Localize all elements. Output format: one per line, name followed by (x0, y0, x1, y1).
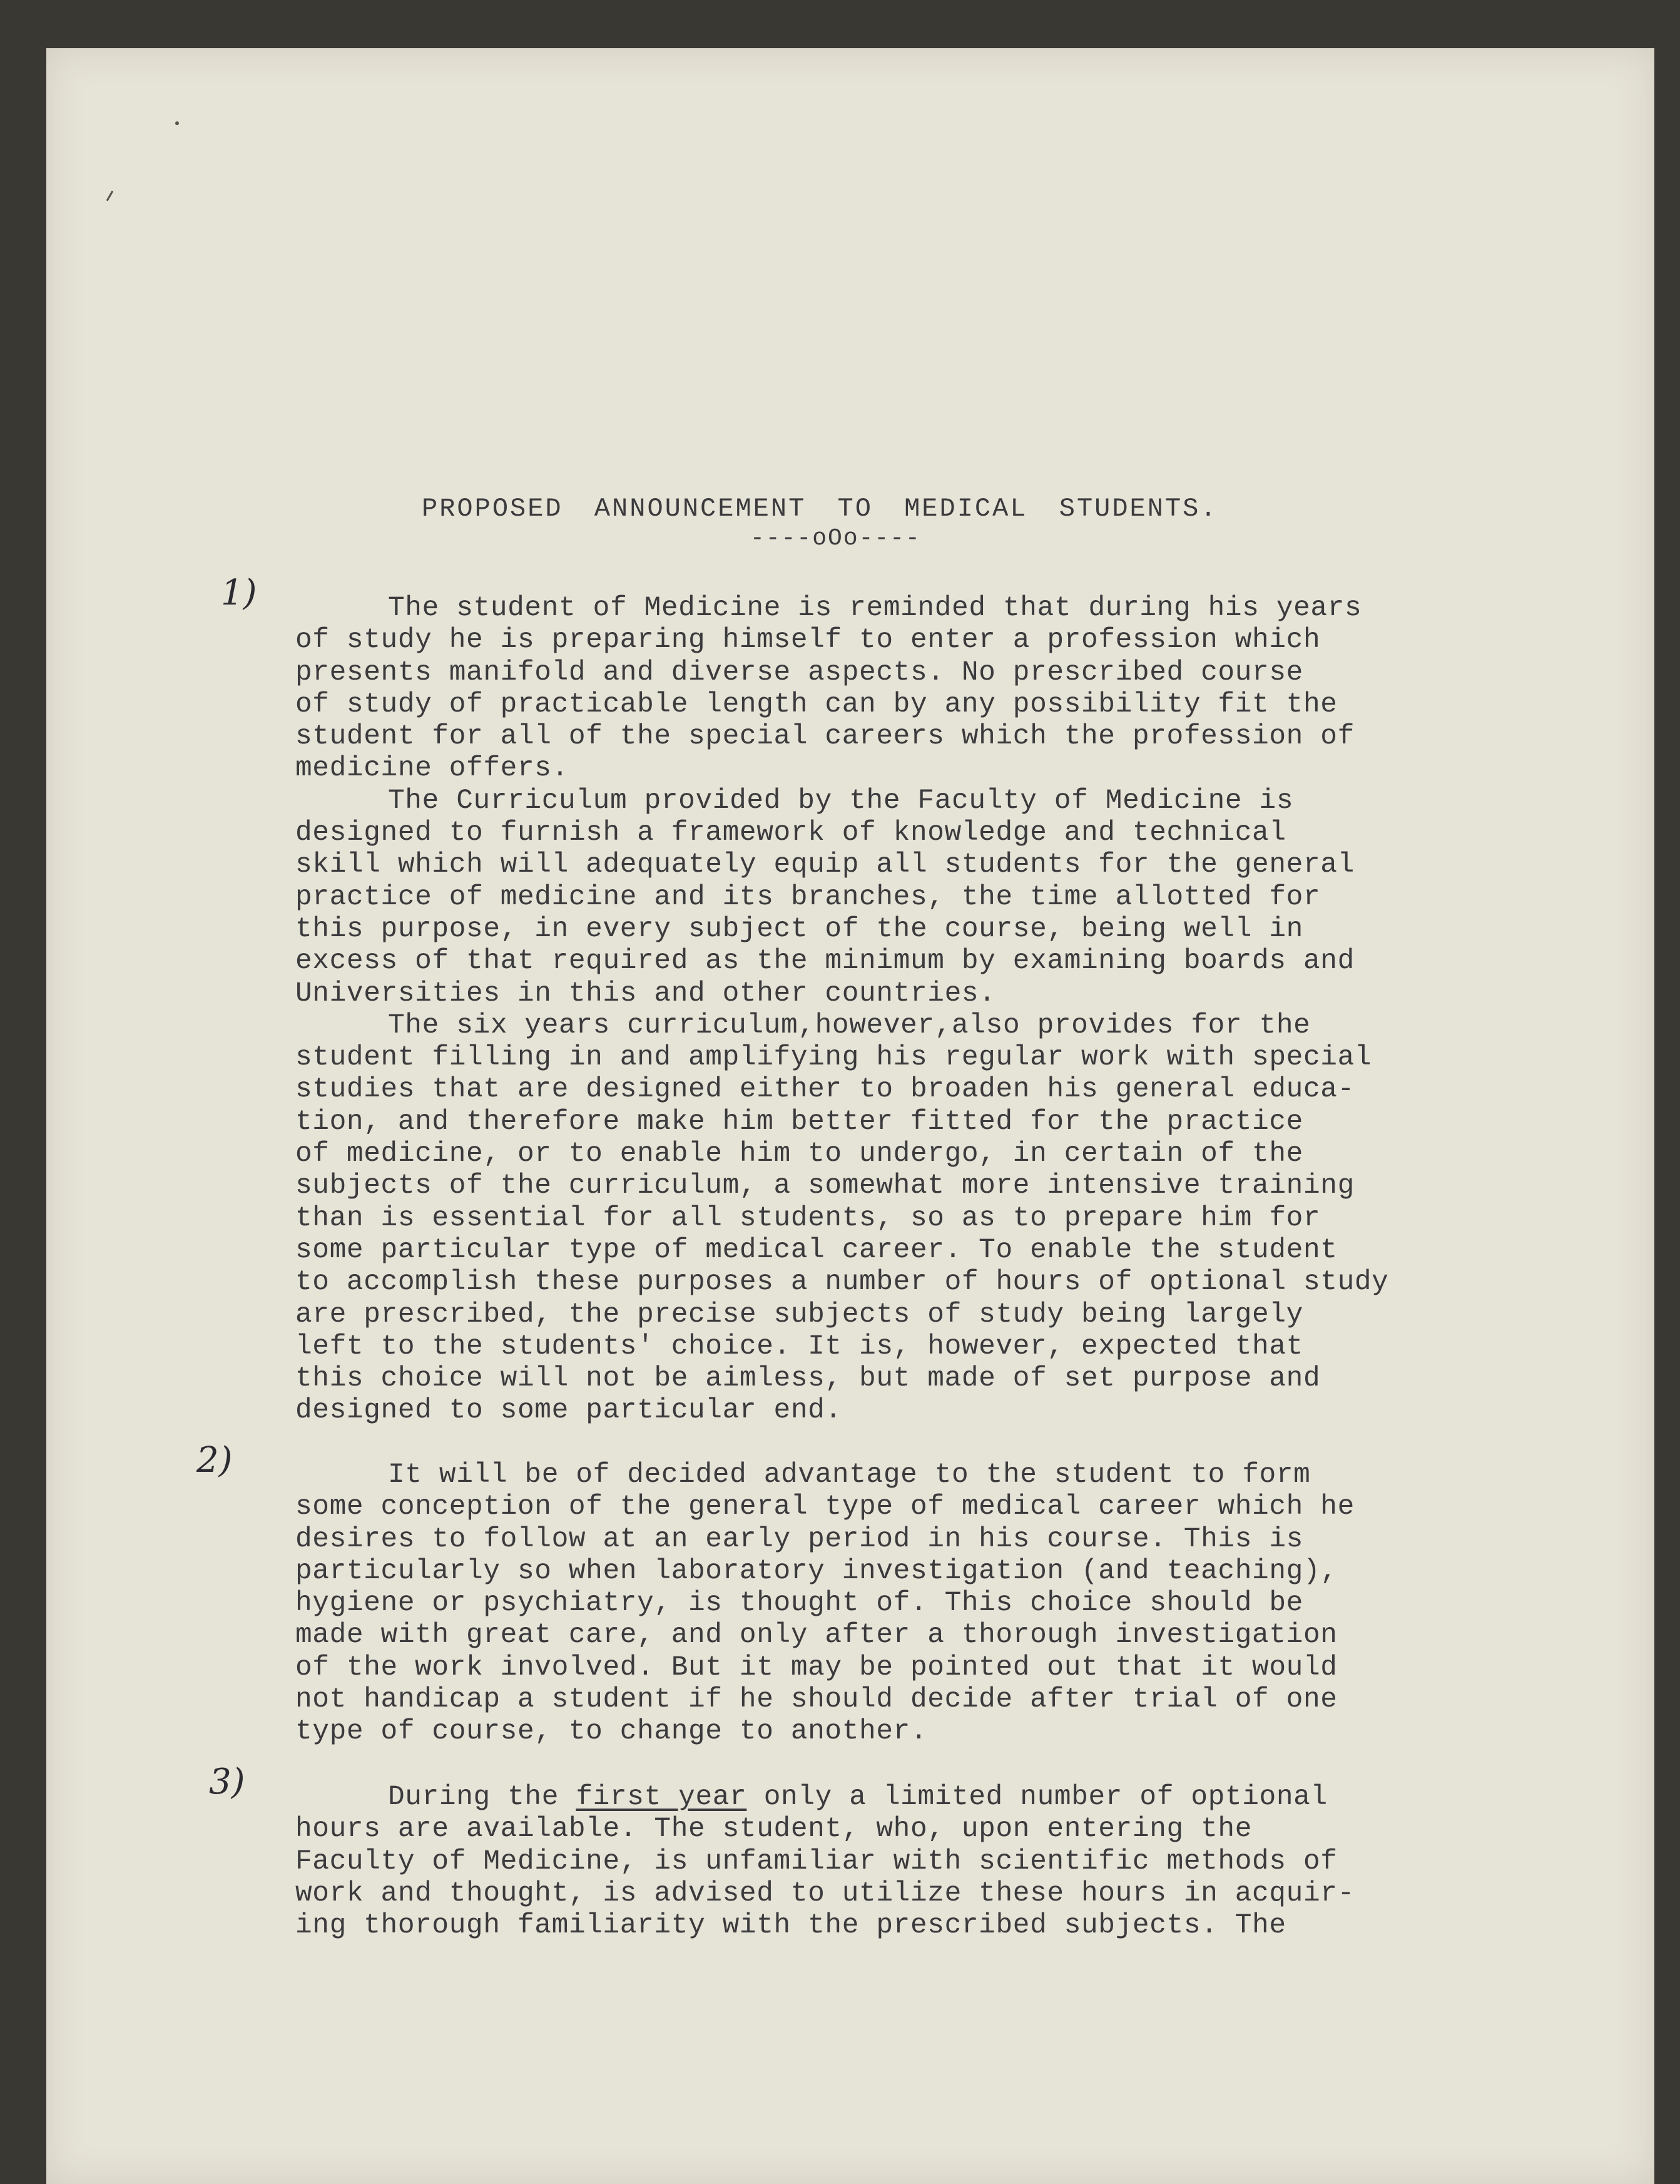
text-line: ing thorough familiarity with the prescribed subjects. The (295, 1910, 1286, 1942)
text-line: skill which will adequately equip all students for the general (295, 849, 1355, 881)
text-line: left to the students' choice. It is, however, expected that (295, 1330, 1303, 1362)
text-line: The six years curriculum,however,also provides for the (388, 1009, 1311, 1041)
text-line: this choice will not be aimless, but made of set purpose and (295, 1363, 1321, 1395)
text-line: presents manifold and diverse aspects. No prescribed course (295, 656, 1303, 688)
paragraph (295, 593, 1559, 1427)
text-line: student filling in and amplifying his regular work with special (295, 1042, 1372, 1074)
text-line: type of course, to change to another. (295, 1716, 928, 1748)
text-line: of the work involved. But it may be pointed out that it would (295, 1651, 1338, 1683)
text-run: During the (388, 1782, 559, 1813)
text-line: to accomplish these purposes a number of hours of optional study (295, 1267, 1389, 1299)
text-line: designed to some particular end. (295, 1395, 842, 1427)
text-run: only a limited number of optional (763, 1782, 1328, 1813)
text-line: than is essential for all students, so as to prepare him for (295, 1202, 1321, 1234)
text-line: The Curriculum provided by the Faculty of Medicine is (388, 785, 1294, 817)
text-line: It will be of decided advantage to the student to form (388, 1459, 1311, 1491)
text-line: are prescribed, the precise subjects of study being largely (295, 1299, 1303, 1330)
text-line: subjects of the curriculum, a somewhat more intensive training (295, 1170, 1355, 1202)
paragraph (295, 1459, 1559, 1748)
text-line: Universities in this and other countries. (295, 977, 996, 1009)
text-line: Faculty of Medicine, is unfamiliar with scientific methods of (295, 1845, 1338, 1877)
text-line: excess of that required as the minimum by examining boards and (295, 946, 1355, 977)
text-line: some conception of the general type of medical career which he (295, 1491, 1355, 1523)
text-line: desires to follow at an early period in his course. This is (295, 1523, 1303, 1555)
text-line: medicine offers. (295, 753, 569, 785)
text-line: tion, and therefore make him better fitted for the practice (295, 1106, 1303, 1138)
text-line (295, 1782, 1559, 1814)
text-line: not handicap a student if he should decide after trial of one (295, 1684, 1338, 1716)
text-line: this purpose, in every subject of the course, being well in (295, 913, 1303, 945)
text-line: hours are available. The student, who, upon entering the (295, 1814, 1253, 1845)
text-line: made with great care, and only after a thorough investigation (295, 1620, 1338, 1651)
text-line: of medicine, or to enable him to undergo, in certain of the (295, 1138, 1303, 1170)
paper-sheet (46, 48, 1654, 2184)
text-line: student for all of the special careers which the profession of (295, 721, 1355, 753)
underlined-phrase: first year (576, 1782, 747, 1813)
section-number: 3) (209, 1762, 245, 1802)
text-line: some particular type of medical career. To enable the student (295, 1234, 1338, 1266)
text-line: designed to furnish a framework of knowledge and technical (295, 817, 1286, 849)
document-title: PROPOSED ANNOUNCEMENT TO MEDICAL STUDENTS. (422, 494, 1218, 524)
text-line: practice of medicine and its branches, the time allotted for (295, 881, 1321, 913)
text-line: The student of Medicine is reminded that during his years (388, 593, 1362, 624)
typed-document (46, 48, 1654, 2184)
text-line: of study of practicable length can by any possibility fit the (295, 688, 1338, 720)
section-number: 2) (196, 1440, 233, 1481)
text-line: hygiene or psychiatry, is thought of. This choice should be (295, 1588, 1303, 1620)
text-line: particularly so when laboratory investigation (and teaching), (295, 1555, 1338, 1587)
text-line: of study he is preparing himself to enter a profession which (295, 625, 1321, 656)
paragraph (295, 1782, 1559, 1942)
title-divider: ----oOo---- (750, 525, 921, 552)
section-number: 1) (221, 573, 257, 613)
text-line: studies that are designed either to broaden his general educa- (295, 1074, 1355, 1106)
text-line: work and thought, is advised to utilize these hours in acquir- (295, 1877, 1355, 1909)
